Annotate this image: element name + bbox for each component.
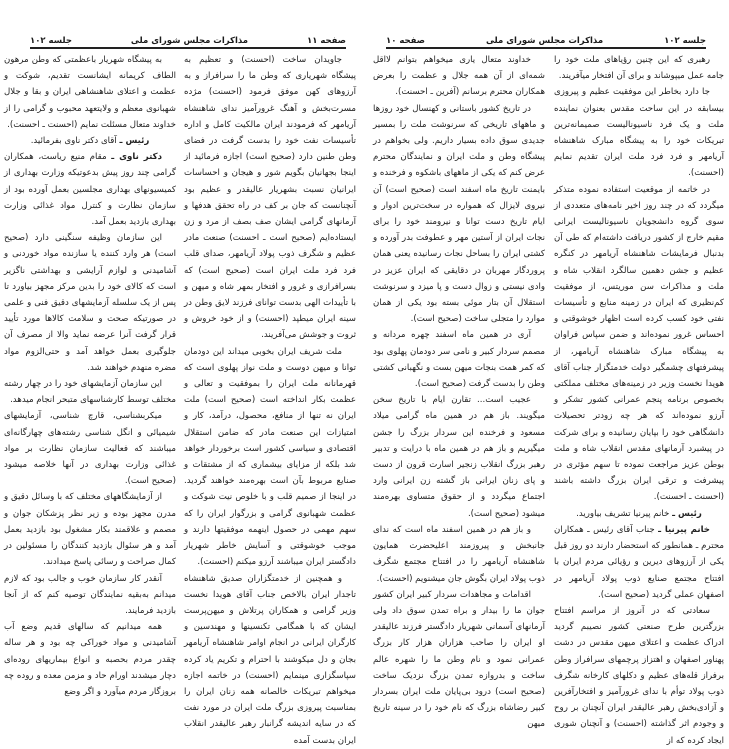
session-number: جلسه ۱۰۲ xyxy=(664,36,706,46)
paragraph xyxy=(4,619,176,700)
paragraph-text: رهبری که این چنین رؤیاهای ملت خود را جامه عمل میپوشاند و برای آن افتخار میآفریند. xyxy=(554,55,724,82)
paragraph xyxy=(184,344,356,571)
paragraph-text: سعادتی که در آنروز از مراسم افتتاح بزرگترین طرح صنعتی کشور نصیبم گردید ادراک عظمت و اعتلای میهن مقدس در دشت پهناور اصفهان و اهتزاز پرچمهای سرافراز وطن برفراز قله‌های عظیم و دکلهای کارخانه شگرف ذوب پولاد توأم با ندای غرورآمیز و افتخارآفرین و آزادی‌بخش رهبر عالیقدر ایران آنچنان بر روح و وجودم اثر گذاشته (احسنت) و آنچنان شوری ایجاد کرده که از xyxy=(554,605,724,746)
paragraph-text: مقام منیع ریاست، همکاران گرامی چند روز پیش بدعوتیکه وزارت بهداری از کمیسیونهای بهداری مجلسین بعمل آورده بود از سازمان نظارت و کنترل مواد غذائی وزارت بهداری بازدید بعمل آمد. xyxy=(4,152,176,228)
paragraph xyxy=(4,230,176,376)
paragraph-text: در تاریخ کشور باستانی و کهنسال خود روزها و ماههای تاریخی که سرنوشت ملت را بمسیر جدیدی سوق داده بسیار داریم. ولی بخواهم در پیشگاه وطن و ملت ایران و نمایندگان محترم عرض کنم که یکی از ماههای باشکوه و فرخنده و بایمنت تاریخ ماه اسفند است (صحیح است) آن نیروی لایزال که همواره در سخت‌ترین ادوار و ایام تاریخ دست توانا و نیرومند خود را برای نجات ایران از آستین مهر و عطوفت بدر آورده و کشتی ایران را بساحل نجات رسانیده یعنی همان پروردگار مهربان در دقایقی که ایران عزیز در وادی نیستی و زوال دست و پا میزد و سرنوشت استقلال آن بتار موئی بسته بود یکی از همان موارد را متجلی ساخت (صحیح است). xyxy=(373,103,545,325)
paragraph xyxy=(373,52,545,101)
speaker-paragraph xyxy=(4,149,176,230)
paragraph-text: میکربشناسی، قارچ شناسی، آزمایشهای شیمیائی و انگل شناسی رشته‌های چهارگانه‌ای میباشند که فعالیت سازمان نظارت بر مواد غذائی وزارت بهداری در آنها خلاصه میشود (صحیح است). xyxy=(4,411,176,487)
paragraph xyxy=(373,327,545,392)
paragraph-text: همه میدانیم که سالهای قدیم وضع آب آشامیدنی و مواد خوراکی چه بود و هر ساله چقدر مردم بحصبه و انواع بیماریهای روده‌ای دچار میشدند اورام حاد و مزمن معده و روده چه بروزگار مردم میآورد و اگر وضع xyxy=(4,622,176,697)
paragraph-text: خداوند متعال یاری میخواهم بتوانم لااقل شمه‌ای از آن همه جلال و عظمت را بعرض همکاران محترم برسانم (آفرین ـ احسنت). xyxy=(373,55,545,98)
paragraph-text: جا دارد بخاطر این موفقیت عظیم و پیروزی بیسابقه در این ساحت مقدس بعنوان نماینده ملت و یک فرد ناسیونالیست صمیمانه‌ترین تبریکات خود را به پیشگاه مبارک شاهنشاه آریامهر و فرد فرد ملت ایران تقدیم نمایم (احسنت). xyxy=(554,87,724,179)
paragraph xyxy=(184,571,356,749)
paragraph xyxy=(554,84,724,181)
paragraph xyxy=(373,392,545,522)
paragraph-text: از آزمایشگاههای مختلف که با وسائل دقیق و مدرن مجهز بوده و زیر نظر پزشکان جوان و مصمم و علاقمند بکار مشغول بود بازدید بعمل آمد و هر سئوال بازدید کنندگان را مسئولین در کمال صراحت و رسائی پاسخ میدادند. xyxy=(4,492,176,568)
right-page-header xyxy=(386,28,706,49)
paragraph-text: اقدامات و مجاهدات سردار کبیر ایران کشور جوان ما را بیدار و براه تمدن سوق داد ولی آرمانهای آسمانی شهریار دادگستر فرزند عالیقدر او ایران را صاحب هزاران هزار کار بزرگ عمرانی نمود و نام وطن ما را شهره عالم ساخت و بدروازه تمدن بزرگ نزدیک ساخت (صحیح است) درود بی‌پایان ملت ایران بسردار کبیر رضاشاه بزرگ که نام خود را در سینه تاریخ میهن xyxy=(373,589,545,730)
speaker-name: دکتر ناوی ـ xyxy=(111,152,163,163)
right-page-column-left xyxy=(373,52,545,733)
paragraph xyxy=(554,52,724,84)
paragraph-text: جاویدان ساخت (احسنت) و تعظیم به پیشگاه شهریاری که وطن ما را سرافراز و به آرزوهای کهن موفق فرمود (احسنت) مژده مسرت‌بخش و آهنگ غرورآمیز ندای شاهنشاه آریامهر که فرمودند ایران مالکیت کامل و اداره تأسیسات نفت خود را بدست گرفت در فضای وطن طنین دارد (صحیح است) اجازه فرمائید از اینجا بجهانیان بگویم شور و هیجان و احساسات ایرانیان نسبت بشهریار عالیقدر و عظیم بود آنچنانست که جان بر کف در راه تحقق هدفها و آرمانهای گرامی ایشان صف بصف از مرد و زن ایستاده‌ایم (صحیح است ـ احسنت) صنعت مادر عظیم و شگرف ذوب پولاد آریامهر، صدای قلب فرد فرد ملت ایران است (صحیح است) که بسرافرازی و غرور و افتخار بمهر شاه و میهن و با تأییدات الهی بدست توانای فرزند لایق وطن در سینه ایران میطپد (احسنت) و از خود خروش و ثروت و جوشش می‌آفریند. xyxy=(184,55,356,341)
speaker-paragraph xyxy=(554,522,724,603)
paragraph xyxy=(554,182,724,506)
speaker-paragraph xyxy=(4,133,176,149)
session-number: جلسه ۱۰۲ xyxy=(30,36,72,46)
page-number: صفحه ۱۰ xyxy=(386,36,425,46)
paragraph xyxy=(4,571,176,620)
paragraph-text: در خاتمه از موقعیت استفاده نموده متذکر میگردد که در چند روز اخیر نامه‌های متعددی از سوی گروه دانشجویان ناسیونالیست ایرانی مقیم خارج از کشور دریافت داشته‌ام که طی آن بدنبال فرمایشات شاهنشاه آریامهر در کنگره عظیم و جشن دهمین سالگرد انقلاب شاه و ملت و مذاکرات سن موریتس، از موفقیت کم‌نظیری که ایران در زمینه منابع و تأسیسات نفتی خود کسب کرده است اظهار خوشوقتی و احساس غرور نموده‌اند و ضمن سپاس فراوان به پیشگاه مبارک شاهنشاه آریامهر، از پیشرفتهای چشمگیر دولت خدمتگزار جناب آقای هویدا نخست وزیر در زمینه‌های مختلف مملکتی بخصوص برنامه پنجم عمرانی کشور تشکر و آرزو نموده‌اند که هر چه زودتر تحصیلات دانشگاهی خود را بپایان رسانیده و برای شرکت در پیشبرد آرمانهای مقدس انقلاب شاه و ملت بوطن عزیز مراجعت نموده تا سهم مؤثری در پیشرفت و ترقی ایران بزرگ داشته باشند (احسنت ـ احسنت). xyxy=(554,184,724,503)
paragraph xyxy=(184,52,356,344)
speaker-name: خانم پیرنیا ـ xyxy=(658,524,710,535)
paragraph-text: آری در همین ماه اسفند چهره مردانه و مصمم سردار کبیر و نامی سر دودمان پهلوی بود که کمر همت بنجات میهن بست و نگهبانی کشتی وطن را بدست گرفت (صحیح است). xyxy=(373,330,545,390)
paragraph-text: این سازمان وظیفه سنگینی دارد (صحیح است) هر وارد کننده یا سازنده مواد خوردنی و آشامیدنی و لوازم آرایشی و بهداشتی ناگزیر است که کالای خود را بدین مرکز مجهز بیاورد تا پس از یک سلسله آزمایشهای دقیق فنی و علمی در صورتیکه صحت و سلامت کالاها مورد تأیید قرار گرفت آنرا عرضه نماید والا از مصرف آن جلوگیری بعمل خواهد آمد و حتی‌الزوم مواد مضره منهدم خواهند شد. xyxy=(4,233,176,373)
left-page-header xyxy=(30,28,346,49)
page-title: مذاکرات مجلس شورای ملی xyxy=(485,36,604,46)
paragraph-text: و همچنین از خدمتگزاران صدیق شاهنشاه تاجدار ایران بالاخص جناب آقای هویدا نخست وزیر گرامی و همکاران پرتلاش و میهن‌پرست ایشان که با همگامی تکنسینها و مهندسین و کارگران ایرانی در انجام اوامر شاهنشاه آریامهر بجان و دل میکوشند با احترام و تکریم یاد کرده سپاسگزاری مینمایم (احسنت) در خاتمه اجازه میخواهم تبریکات خالصانه همه زنان ایران را بمناسبت پیروزی بزرگ ملت ایران در مورد نفت که در سایه اندیشه گرانبار رهبر عالیقدر انقلاب ایران بدست آمده xyxy=(184,573,356,746)
page-number: صفحه ۱۱ xyxy=(307,36,346,46)
paragraph xyxy=(373,101,545,328)
paragraph xyxy=(4,52,176,133)
page-title: مذاکرات مجلس شورای ملی xyxy=(130,36,249,46)
paragraph-text: و باز هم در همین اسفند ماه است که ندای جانبخش و پیروزمند اعلیحضرت همایون شاهنشاه آریامهر را در افتتاح مجتمع شگرف ذوب پولاد ایران بگوش جان میشنویم (احسنت). xyxy=(373,524,545,584)
paragraph-text: آنقدر کار سازمان خوب و جالب بود که لازم میدانم به‌بقیه نمایندگان توصیه کنم که از آنجا بازدید فرمایند. xyxy=(4,573,176,616)
paragraph-text: این سازمان آزمایشهای خود را در چهار رشته مختلف توسط کارشناسهای متبحر انجام میدهد. xyxy=(4,379,176,406)
paragraph-text: عجیب است... تقارن ایام با تاریخ سخن میگویند. باز هم در همین ماه گرامی میلاد مسعود و فرخنده این سردار بزرگ را جشن میگیریم و باز هم در همین ماه با درایت و تدبیر رهبر بزرگ انقلاب زنجیر اسارت قرون از دست و پای زنان ایرانی باز گشته زن ایرانی وارد اجتماع میگردد و از حقوق متساوی بهره‌مند میشود (صحیح است). xyxy=(373,395,545,519)
right-page-column-right xyxy=(554,52,724,749)
speaker-paragraph xyxy=(554,506,724,522)
paragraph xyxy=(4,376,176,408)
paragraph-text: جناب آقای رئیس ـ همکاران محترم ـ همانطور که استحضار دارند دو روز قبل یکی از آرزوهای دیرین و رؤیائی مردم ایران با افتتاح مجتمع صنایع ذوب پولاد آریامهر در اصفهان عملی گردید (صحیح است). xyxy=(554,524,724,600)
paragraph-text: خانم پیرنیا تشریف بیاورید. xyxy=(576,508,670,519)
paragraph-text: آقای دکتر ناوی بفرمائید. xyxy=(30,136,117,147)
paragraph-text: به پیشگاه شهریار باعظمتی که وطن مرهون الطاف کریمانه ایشانست تقدیم، شوکت و عظمت و اعتلای شاهنشاهی ایران و بقا و جلال شهبانوی معظم و ولایتعهد محبوب و گرامی را از خداوند متعال مسئلت نمایم (احسنت ـ احسنت). xyxy=(4,55,176,130)
left-page-column-left xyxy=(184,52,356,749)
left-page-column-right xyxy=(4,52,176,700)
paragraph xyxy=(373,522,545,587)
paragraph-text: ملت شریف ایران بخوبی میداند این دودمان توانا و میهن دوست و ملت نواز پهلوی است که قهرمانانه ملت ایران را بموفقیت و تعالی و عظمت بکار انداخته است (صحیح است) ملت ایران نه تنها از منافع، محصول، درآمد، کار و امتیازات این صنعت مادر که ضامن استقلال اقتصادی و سیاسی کشور است برخوردار خواهد شد بلکه از مزایای بیشماری که از مشتقات و صنایع مربوط بآن است بهره‌مند خواهند گردید. در اینجا از صمیم قلب و با خلوص نیت شوکت و عظمت شهبانوی گرامی و بزرگوار ایران را که سهم مهمی در حصول اینهمه موفقیتها دارند و موجب خوشوقتی و آسایش خاطر شهریار دادگستر ایران میباشند آرزو میکنم (احسنت). xyxy=(184,346,356,568)
speaker-name: رئیس ـ xyxy=(672,508,702,519)
paragraph xyxy=(373,587,545,733)
paragraph xyxy=(554,603,724,749)
speaker-name: رئیس ـ xyxy=(119,136,150,147)
paragraph xyxy=(4,408,176,489)
paragraph xyxy=(4,489,176,570)
